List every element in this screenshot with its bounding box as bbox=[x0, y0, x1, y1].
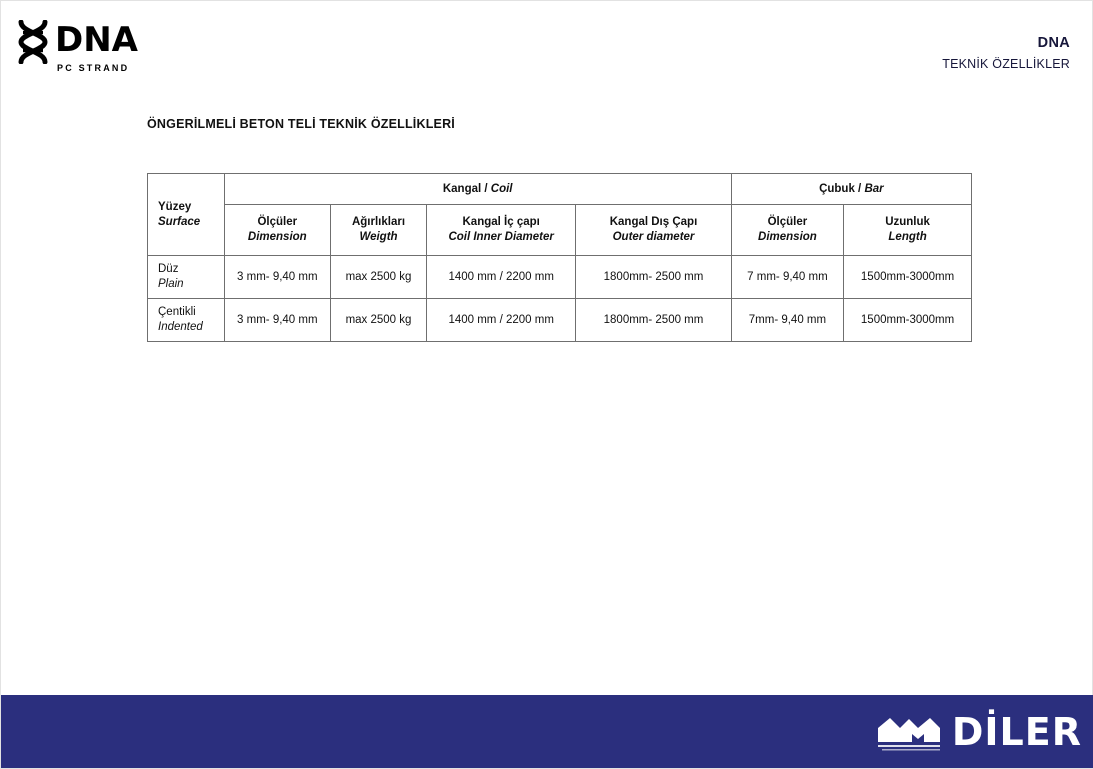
cell-coil-inner-diameter: 1400 mm / 2200 mm bbox=[427, 256, 576, 299]
group-coil-en: Coil bbox=[490, 183, 513, 195]
group-coil-tr: Kangal bbox=[442, 183, 482, 195]
group-header-coil bbox=[224, 174, 731, 205]
spec-table bbox=[147, 173, 972, 342]
cell-surface-tr: Düz bbox=[158, 263, 179, 275]
cell-coil-outer-diameter: 1800mm- 2500 mm bbox=[576, 256, 731, 299]
cell-coil-weight: max 2500 kg bbox=[330, 256, 426, 299]
header-coil-outer-diameter-tr: Kangal Dış Çapı bbox=[609, 216, 698, 228]
logo-subtitle: PC STRAND bbox=[57, 63, 130, 73]
header-bar-length-en: Length bbox=[888, 231, 927, 243]
header-coil-outer-diameter bbox=[576, 205, 731, 256]
header-bar-length bbox=[844, 205, 972, 256]
cell-surface bbox=[148, 256, 225, 299]
group-bar-tr: Çubuk bbox=[819, 183, 855, 195]
cell-surface-en: Plain bbox=[158, 278, 184, 290]
header-title: DNA bbox=[1037, 35, 1070, 51]
cell-bar-length: 1500mm-3000mm bbox=[844, 256, 972, 299]
header-surface bbox=[148, 174, 225, 256]
cell-coil-outer-diameter: 1800mm- 2500 mm bbox=[576, 299, 731, 342]
diler-logo bbox=[876, 709, 1082, 755]
header-bar-dimension bbox=[731, 205, 843, 256]
dna-helix-icon bbox=[15, 20, 51, 64]
dna-logo bbox=[15, 18, 138, 78]
logo-wordmark: DNA bbox=[55, 20, 138, 60]
cell-bar-length: 1500mm-3000mm bbox=[844, 299, 972, 342]
header-bar-dimension-en: Dimension bbox=[758, 231, 817, 243]
header-coil-dimension bbox=[224, 205, 330, 256]
cell-coil-dimension: 3 mm- 9,40 mm bbox=[224, 299, 330, 342]
header-bar-length-tr: Uzunluk bbox=[885, 216, 930, 228]
cell-coil-weight: max 2500 kg bbox=[330, 299, 426, 342]
header-coil-dimension-en: Dimension bbox=[247, 231, 307, 243]
header-coil-inner-diameter-en: Coil Inner Diameter bbox=[448, 231, 554, 243]
header-coil-weight bbox=[330, 205, 426, 256]
page-footer bbox=[1, 695, 1093, 768]
cell-surface-tr: Çentikli bbox=[158, 306, 196, 318]
group-bar-en: Bar bbox=[864, 183, 884, 195]
cell-coil-inner-diameter: 1400 mm / 2200 mm bbox=[427, 299, 576, 342]
cell-surface-en: Indented bbox=[158, 321, 203, 333]
header-surface-en: Surface bbox=[158, 215, 201, 228]
header-subtitle: TEKNİK ÖZELLİKLER bbox=[942, 57, 1070, 71]
header-bar-dimension-tr: Ölçüler bbox=[767, 216, 808, 228]
header-coil-inner-diameter-tr: Kangal İç çapı bbox=[462, 216, 540, 228]
header-surface-tr: Yüzey bbox=[158, 200, 192, 213]
header-coil-dimension-tr: Ölçüler bbox=[257, 216, 298, 228]
table-row bbox=[148, 256, 972, 299]
diler-wordmark: DİLER bbox=[951, 710, 1082, 754]
group-bar-sep: / bbox=[854, 183, 865, 195]
diler-chevron-icon bbox=[876, 712, 942, 752]
cell-bar-dimension: 7mm- 9,40 mm bbox=[731, 299, 843, 342]
cell-surface bbox=[148, 299, 225, 342]
header-coil-weight-tr: Ağırlıkları bbox=[351, 216, 406, 228]
group-header-bar bbox=[731, 174, 971, 205]
table-subheader-row bbox=[148, 205, 972, 256]
cell-coil-dimension: 3 mm- 9,40 mm bbox=[224, 256, 330, 299]
table-group-header-row bbox=[148, 174, 972, 205]
spec-table-container bbox=[147, 173, 972, 342]
table-row bbox=[148, 299, 972, 342]
cell-bar-dimension: 7 mm- 9,40 mm bbox=[731, 256, 843, 299]
page-title: ÖNGERİLMELİ BETON TELİ TEKNİK ÖZELLİKLERİ bbox=[147, 117, 455, 131]
header-coil-inner-diameter bbox=[427, 205, 576, 256]
header-coil-outer-diameter-en: Outer diameter bbox=[612, 231, 695, 243]
header-right-block bbox=[942, 34, 1070, 74]
group-coil-sep: / bbox=[481, 183, 491, 195]
header-coil-weight-en: Weigth bbox=[359, 231, 398, 243]
